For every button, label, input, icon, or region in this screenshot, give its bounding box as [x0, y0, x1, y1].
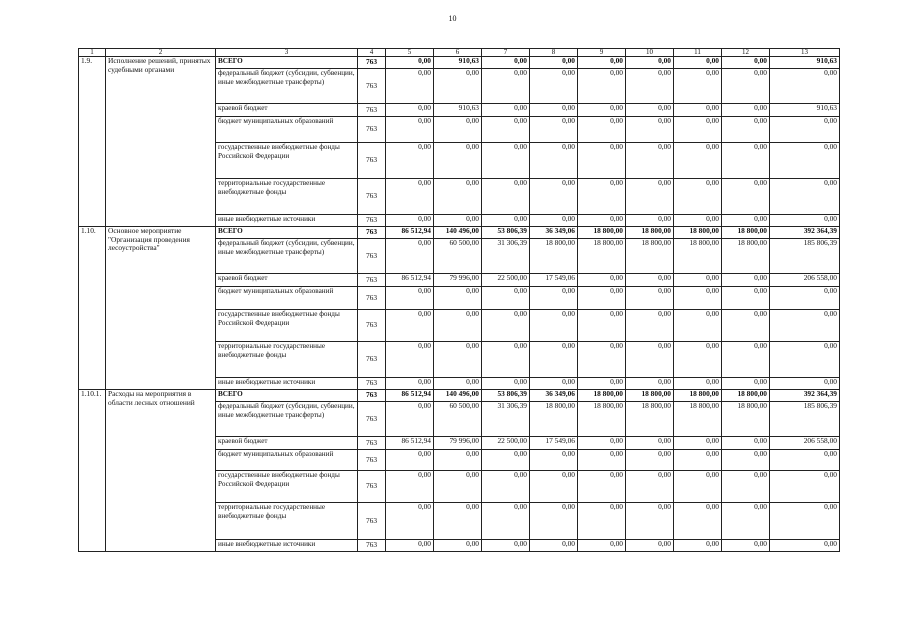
amount-cell: 0,00 — [674, 450, 722, 471]
amount-cell: 0,00 — [578, 437, 626, 450]
amount-cell: 0,00 — [626, 179, 674, 215]
amount-cell: 910,63 — [770, 104, 840, 117]
amount-cell: 0,00 — [770, 287, 840, 310]
table-row-total — [79, 227, 840, 239]
amount-cell: 392 364,39 — [770, 227, 840, 239]
budget-code: 763 — [358, 390, 386, 402]
amount-cell: 0,00 — [434, 287, 482, 310]
table-row-total — [79, 390, 840, 402]
amount-cell: 0,00 — [434, 117, 482, 143]
amount-cell: 18 800,00 — [722, 227, 770, 239]
amount-cell: 0,00 — [722, 143, 770, 179]
funding-source: федеральный бюджет (субсидии, субвенции, иные межбюджетные трансферты) — [216, 402, 358, 437]
amount-cell: 18 800,00 — [578, 390, 626, 402]
amount-cell: 0,00 — [674, 503, 722, 540]
amount-cell: 910,63 — [434, 104, 482, 117]
amount-cell: 0,00 — [434, 310, 482, 342]
amount-cell: 18 800,00 — [578, 239, 626, 274]
amount-cell: 0,00 — [626, 378, 674, 390]
amount-cell: 0,00 — [674, 540, 722, 552]
amount-cell: 0,00 — [434, 69, 482, 104]
amount-cell: 0,00 — [626, 342, 674, 378]
amount-cell: 0,00 — [530, 503, 578, 540]
measure-id: 1.10. — [79, 227, 106, 390]
funding-source: территориальные государственные внебюджетные фонды — [216, 179, 358, 215]
funding-source: федеральный бюджет (субсидии, субвенции, иные межбюджетные трансферты) — [216, 239, 358, 274]
budget-code: 763 — [358, 503, 386, 540]
amount-cell: 0,00 — [626, 274, 674, 287]
amount-cell: 140 496,00 — [434, 390, 482, 402]
funding-source: краевой бюджет — [216, 104, 358, 117]
amount-cell: 0,00 — [482, 69, 530, 104]
amount-cell: 0,00 — [482, 342, 530, 378]
amount-cell: 140 496,00 — [434, 227, 482, 239]
budget-code: 763 — [358, 69, 386, 104]
amount-cell: 0,00 — [626, 215, 674, 227]
funding-source: федеральный бюджет (субсидии, субвенции, иные межбюджетные трансферты) — [216, 69, 358, 104]
funding-source: иные внебюджетные источники — [216, 378, 358, 390]
header-cell-6: 6 — [434, 49, 482, 57]
amount-cell: 0,00 — [722, 471, 770, 503]
budget-code: 763 — [358, 437, 386, 450]
header-cell-9: 9 — [578, 49, 626, 57]
amount-cell: 0,00 — [626, 503, 674, 540]
amount-cell: 0,00 — [386, 117, 434, 143]
funding-source: территориальные государственные внебюджетные фонды — [216, 342, 358, 378]
amount-cell: 86 512,94 — [386, 227, 434, 239]
amount-cell: 0,00 — [482, 540, 530, 552]
amount-cell: 0,00 — [722, 503, 770, 540]
funding-source: краевой бюджет — [216, 274, 358, 287]
amount-cell: 0,00 — [674, 310, 722, 342]
table-row-total — [79, 57, 840, 69]
amount-cell: 18 800,00 — [578, 227, 626, 239]
measure-id: 1.9. — [79, 57, 106, 227]
header-cell-7: 7 — [482, 49, 530, 57]
amount-cell: 0,00 — [674, 437, 722, 450]
amount-cell: 0,00 — [578, 179, 626, 215]
amount-cell: 0,00 — [770, 503, 840, 540]
amount-cell: 0,00 — [578, 450, 626, 471]
amount-cell: 0,00 — [386, 287, 434, 310]
amount-cell: 0,00 — [770, 179, 840, 215]
amount-cell: 0,00 — [482, 471, 530, 503]
amount-cell: 0,00 — [578, 310, 626, 342]
amount-cell: 31 306,39 — [482, 239, 530, 274]
header-cell-12: 12 — [722, 49, 770, 57]
amount-cell: 0,00 — [578, 378, 626, 390]
amount-cell: 0,00 — [386, 402, 434, 437]
amount-cell: 18 800,00 — [626, 239, 674, 274]
amount-cell: 0,00 — [626, 437, 674, 450]
amount-cell: 0,00 — [674, 179, 722, 215]
budget-code: 763 — [358, 274, 386, 287]
amount-cell: 0,00 — [770, 450, 840, 471]
funding-source: иные внебюджетные источники — [216, 215, 358, 227]
amount-cell: 0,00 — [386, 104, 434, 117]
amount-cell: 0,00 — [770, 215, 840, 227]
amount-cell: 0,00 — [434, 471, 482, 503]
amount-cell: 910,63 — [434, 57, 482, 69]
amount-cell: 0,00 — [770, 117, 840, 143]
budget-code: 763 — [358, 342, 386, 378]
amount-cell: 0,00 — [722, 287, 770, 310]
amount-cell: 0,00 — [722, 179, 770, 215]
amount-cell: 0,00 — [626, 57, 674, 69]
amount-cell: 0,00 — [626, 450, 674, 471]
amount-cell: 0,00 — [722, 378, 770, 390]
amount-cell: 0,00 — [482, 143, 530, 179]
amount-cell: 0,00 — [482, 117, 530, 143]
amount-cell: 0,00 — [482, 310, 530, 342]
budget-code: 763 — [358, 143, 386, 179]
funding-source: иные внебюджетные источники — [216, 540, 358, 552]
header-cell-8: 8 — [530, 49, 578, 57]
amount-cell: 0,00 — [770, 378, 840, 390]
amount-cell: 18 800,00 — [722, 239, 770, 274]
amount-cell: 0,00 — [722, 117, 770, 143]
amount-cell: 18 800,00 — [674, 227, 722, 239]
amount-cell: 18 800,00 — [530, 239, 578, 274]
amount-cell: 0,00 — [626, 104, 674, 117]
amount-cell: 0,00 — [578, 117, 626, 143]
funding-source: государственные внебюджетные фонды Российской Федерации — [216, 471, 358, 503]
amount-cell: 0,00 — [722, 310, 770, 342]
amount-cell: 0,00 — [674, 69, 722, 104]
funding-source: государственные внебюджетные фонды Российской Федерации — [216, 310, 358, 342]
amount-cell: 0,00 — [530, 342, 578, 378]
amount-cell: 0,00 — [578, 274, 626, 287]
measure-id: 1.10.1. — [79, 390, 106, 552]
amount-cell: 0,00 — [770, 540, 840, 552]
budget-code: 763 — [358, 450, 386, 471]
amount-cell: 0,00 — [530, 287, 578, 310]
amount-cell: 0,00 — [626, 143, 674, 179]
amount-cell: 0,00 — [722, 215, 770, 227]
amount-cell: 17 549,06 — [530, 437, 578, 450]
funding-source: бюджет муниципальных образований — [216, 450, 358, 471]
amount-cell: 0,00 — [626, 117, 674, 143]
amount-cell: 0,00 — [626, 287, 674, 310]
amount-cell: 18 800,00 — [674, 402, 722, 437]
budget-code: 763 — [358, 215, 386, 227]
amount-cell: 18 800,00 — [530, 402, 578, 437]
amount-cell: 0,00 — [722, 342, 770, 378]
amount-cell: 0,00 — [482, 503, 530, 540]
amount-cell: 0,00 — [482, 179, 530, 215]
funding-source: бюджет муниципальных образований — [216, 287, 358, 310]
header-cell-13: 13 — [770, 49, 840, 57]
amount-cell: 0,00 — [578, 287, 626, 310]
amount-cell: 0,00 — [578, 143, 626, 179]
amount-cell: 22 500,00 — [482, 274, 530, 287]
amount-cell: 185 806,39 — [770, 239, 840, 274]
amount-cell: 60 500,00 — [434, 239, 482, 274]
header-cell-1: 1 — [79, 49, 106, 57]
measure-name: Основное мероприятие "Организация проведения лесоустройства" — [106, 227, 216, 390]
amount-cell: 0,00 — [482, 450, 530, 471]
amount-cell: 0,00 — [578, 57, 626, 69]
amount-cell: 0,00 — [770, 471, 840, 503]
header-row — [79, 49, 840, 57]
amount-cell: 0,00 — [530, 540, 578, 552]
amount-cell: 0,00 — [386, 450, 434, 471]
amount-cell: 0,00 — [722, 437, 770, 450]
amount-cell: 0,00 — [770, 143, 840, 179]
amount-cell: 0,00 — [530, 471, 578, 503]
amount-cell: 0,00 — [626, 471, 674, 503]
amount-cell: 0,00 — [434, 450, 482, 471]
amount-cell: 0,00 — [674, 378, 722, 390]
amount-cell: 0,00 — [530, 450, 578, 471]
amount-cell: 0,00 — [386, 540, 434, 552]
amount-cell: 0,00 — [434, 540, 482, 552]
funding-source: территориальные государственные внебюджетные фонды — [216, 503, 358, 540]
amount-cell: 0,00 — [722, 274, 770, 287]
header-cell-10: 10 — [626, 49, 674, 57]
budget-code: 763 — [358, 239, 386, 274]
amount-cell: 0,00 — [434, 503, 482, 540]
budget-table — [78, 48, 840, 552]
amount-cell: 0,00 — [578, 215, 626, 227]
amount-cell: 86 512,94 — [386, 390, 434, 402]
budget-code: 763 — [358, 310, 386, 342]
amount-cell: 392 364,39 — [770, 390, 840, 402]
amount-cell: 0,00 — [722, 450, 770, 471]
amount-cell: 18 800,00 — [626, 227, 674, 239]
amount-cell: 17 549,06 — [530, 274, 578, 287]
amount-cell: 0,00 — [386, 57, 434, 69]
amount-cell: 0,00 — [434, 143, 482, 179]
budget-code: 763 — [358, 540, 386, 552]
budget-code: 763 — [358, 378, 386, 390]
amount-cell: 0,00 — [674, 342, 722, 378]
funding-source: государственные внебюджетные фонды Российской Федерации — [216, 143, 358, 179]
amount-cell: 18 800,00 — [626, 390, 674, 402]
amount-cell: 18 800,00 — [626, 402, 674, 437]
amount-cell: 0,00 — [674, 143, 722, 179]
amount-cell: 36 349,06 — [530, 227, 578, 239]
amount-cell: 0,00 — [386, 503, 434, 540]
header-cell-5: 5 — [386, 49, 434, 57]
amount-cell: 0,00 — [674, 274, 722, 287]
amount-cell: 0,00 — [386, 179, 434, 215]
header-cell-11: 11 — [674, 49, 722, 57]
amount-cell: 79 996,00 — [434, 274, 482, 287]
amount-cell: 0,00 — [386, 143, 434, 179]
amount-cell: 0,00 — [530, 117, 578, 143]
amount-cell: 0,00 — [530, 215, 578, 227]
amount-cell: 0,00 — [482, 378, 530, 390]
amount-cell: 0,00 — [530, 57, 578, 69]
amount-cell: 0,00 — [770, 69, 840, 104]
amount-cell: 0,00 — [482, 104, 530, 117]
amount-cell: 0,00 — [386, 215, 434, 227]
budget-code: 763 — [358, 179, 386, 215]
amount-cell: 0,00 — [434, 342, 482, 378]
amount-cell: 0,00 — [722, 104, 770, 117]
budget-code: 763 — [358, 57, 386, 69]
amount-cell: 0,00 — [386, 69, 434, 104]
amount-cell: 0,00 — [674, 471, 722, 503]
funding-source: ВСЕГО — [216, 390, 358, 402]
amount-cell: 18 800,00 — [674, 390, 722, 402]
amount-cell: 0,00 — [578, 503, 626, 540]
amount-cell: 0,00 — [530, 179, 578, 215]
amount-cell: 31 306,39 — [482, 402, 530, 437]
amount-cell: 0,00 — [674, 57, 722, 69]
amount-cell: 0,00 — [386, 310, 434, 342]
amount-cell: 0,00 — [386, 239, 434, 274]
measure-name: Расходы на мероприятия в области лесных отношений — [106, 390, 216, 552]
amount-cell: 18 800,00 — [674, 239, 722, 274]
amount-cell: 0,00 — [626, 540, 674, 552]
budget-code: 763 — [358, 287, 386, 310]
amount-cell: 206 558,00 — [770, 274, 840, 287]
budget-code: 763 — [358, 227, 386, 239]
amount-cell: 910,63 — [770, 57, 840, 69]
amount-cell: 0,00 — [434, 215, 482, 227]
amount-cell: 0,00 — [722, 57, 770, 69]
amount-cell: 0,00 — [530, 310, 578, 342]
amount-cell: 0,00 — [482, 287, 530, 310]
page-number: 10 — [448, 14, 457, 23]
amount-cell: 0,00 — [386, 471, 434, 503]
amount-cell: 0,00 — [626, 69, 674, 104]
funding-source: ВСЕГО — [216, 227, 358, 239]
amount-cell: 0,00 — [674, 117, 722, 143]
amount-cell: 0,00 — [578, 540, 626, 552]
amount-cell: 0,00 — [578, 342, 626, 378]
amount-cell: 0,00 — [434, 179, 482, 215]
budget-code: 763 — [358, 104, 386, 117]
budget-code: 763 — [358, 402, 386, 437]
amount-cell: 86 512,94 — [386, 274, 434, 287]
amount-cell: 0,00 — [530, 143, 578, 179]
amount-cell: 0,00 — [386, 378, 434, 390]
amount-cell: 18 800,00 — [722, 402, 770, 437]
amount-cell: 0,00 — [674, 104, 722, 117]
amount-cell: 79 996,00 — [434, 437, 482, 450]
amount-cell: 0,00 — [530, 378, 578, 390]
amount-cell: 185 806,39 — [770, 402, 840, 437]
funding-source: краевой бюджет — [216, 437, 358, 450]
amount-cell: 0,00 — [722, 540, 770, 552]
amount-cell: 22 500,00 — [482, 437, 530, 450]
amount-cell: 0,00 — [578, 69, 626, 104]
amount-cell: 0,00 — [770, 342, 840, 378]
amount-cell: 86 512,94 — [386, 437, 434, 450]
amount-cell: 206 558,00 — [770, 437, 840, 450]
amount-cell: 0,00 — [722, 69, 770, 104]
amount-cell: 60 500,00 — [434, 402, 482, 437]
funding-source: бюджет муниципальных образований — [216, 117, 358, 143]
amount-cell: 0,00 — [674, 215, 722, 227]
amount-cell: 0,00 — [434, 378, 482, 390]
amount-cell: 0,00 — [482, 215, 530, 227]
amount-cell: 53 806,39 — [482, 227, 530, 239]
measure-name: Исполнение решений, принятых судебными органами — [106, 57, 216, 227]
header-cell-3: 3 — [216, 49, 358, 57]
amount-cell: 53 806,39 — [482, 390, 530, 402]
amount-cell: 36 349,06 — [530, 390, 578, 402]
header-cell-2: 2 — [106, 49, 216, 57]
budget-code: 763 — [358, 117, 386, 143]
amount-cell: 0,00 — [530, 69, 578, 104]
amount-cell: 18 800,00 — [722, 390, 770, 402]
amount-cell: 0,00 — [530, 104, 578, 117]
amount-cell: 0,00 — [770, 310, 840, 342]
amount-cell: 0,00 — [674, 287, 722, 310]
amount-cell: 18 800,00 — [578, 402, 626, 437]
amount-cell: 0,00 — [482, 57, 530, 69]
funding-source: ВСЕГО — [216, 57, 358, 69]
budget-code: 763 — [358, 471, 386, 503]
amount-cell: 0,00 — [578, 104, 626, 117]
amount-cell: 0,00 — [386, 342, 434, 378]
amount-cell: 0,00 — [626, 310, 674, 342]
header-cell-4: 4 — [358, 49, 386, 57]
amount-cell: 0,00 — [578, 471, 626, 503]
